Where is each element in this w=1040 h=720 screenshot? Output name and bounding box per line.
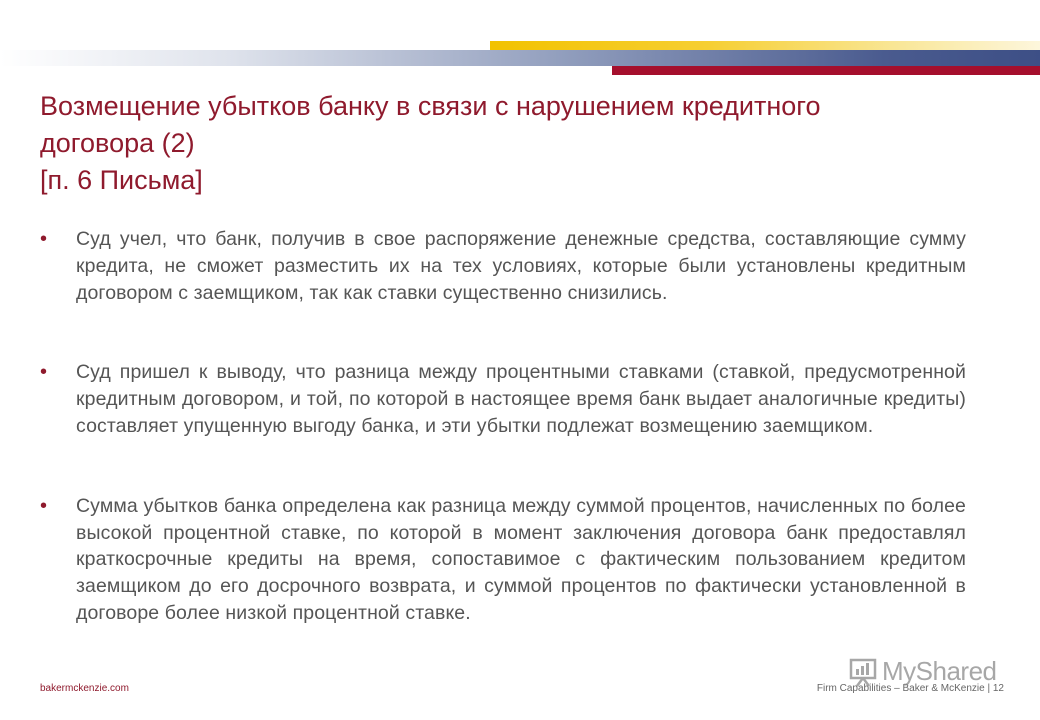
bullet-item (40, 226, 966, 306)
bullet-text: Суд пришел к выводу, что разница между процентными ставками (ставкой, предусмотренной кредитным договором, и той, по которой в настоящее время банк выдает аналогичные кредиты) составляет упущенную выгоду банка, и эти убытки подлежат возмещению заемщиком. (76, 361, 966, 437)
bullet-list (40, 226, 966, 680)
bullet-marker: • (40, 228, 48, 250)
bullet-marker: • (40, 494, 48, 517)
slide-title-line-1: Возмещение убытков банку в связи с нарушением кредитного (40, 91, 821, 121)
watermark-text: MyShared (882, 656, 997, 686)
bullet-marker: • (40, 361, 48, 384)
footer-page-info: Firm Capabilities – Baker & McKenzie | 12 (816, 683, 1004, 694)
presentation-board-icon (848, 657, 878, 687)
slide-title (40, 88, 1000, 199)
decorative-blue-bar (0, 50, 1040, 66)
watermark-logo (848, 656, 997, 687)
decorative-yellow-bar (490, 41, 1040, 50)
bullet-text: Сумма убытков банка определена как разница между суммой процентов, начисленных по более высокой процентной ставке, по которой в момент заключения договора банк предоставлял краткосрочные кредиты на время, сопоставимое с фактическим пользованием кредитом заемщиком до его досрочного возврата, и суммой процентов по фактически установленной в договоре более низкой процентной ставке. (76, 494, 966, 624)
slide-title-line-3: [п. 6 Письма] (40, 165, 203, 195)
footer-website-link[interactable]: bakermckenzie.com (40, 683, 129, 694)
bullet-item (40, 359, 966, 439)
bullet-item (40, 493, 966, 627)
decorative-red-bar (612, 66, 1040, 75)
bullet-text: Суд учел, что банк, получив в свое распоряжение денежные средства, составляющие сумму кредита, не сможет разместить их на тех условиях, которые были установлены кредитным договором с заемщиком, так как ставки существенно снизились. (76, 228, 966, 304)
slide-title-line-2: договора (2) (40, 128, 195, 158)
